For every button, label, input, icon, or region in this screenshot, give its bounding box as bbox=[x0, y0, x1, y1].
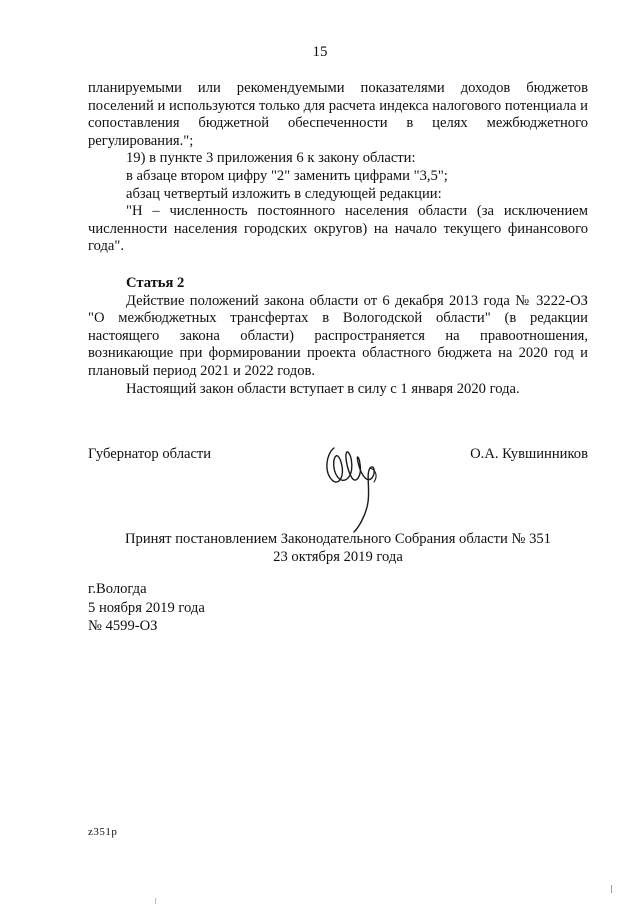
place-date-number bbox=[88, 580, 205, 636]
law-text bbox=[88, 80, 588, 398]
paragraph-item-19-para4: абзац четвертый изложить в следующей редакции: bbox=[126, 185, 442, 202]
handwritten-signature-icon bbox=[320, 428, 390, 538]
signing-date: 5 ноября 2019 года bbox=[88, 599, 205, 616]
page-number: 15 bbox=[312, 44, 328, 60]
signature-block bbox=[88, 442, 588, 522]
paragraph-continuation: планируемыми или рекомендуемыми показателями доходов бюджетов поселений и используются только для расчета индекса налогового потенциала и сопоставления бюджетной обеспеченности в целях межбюджетного регулирования."; bbox=[88, 80, 588, 149]
signatory-role: Губернатор области bbox=[88, 446, 212, 462]
article-2-title: Статья 2 bbox=[126, 274, 185, 291]
adoption-note bbox=[88, 530, 588, 566]
place-city: г.Вологда bbox=[88, 581, 147, 597]
paragraph-item-19-para2: в абзаце втором цифру "2" заменить цифрами "3,5"; bbox=[126, 167, 448, 184]
article-2-paragraph-2: Настоящий закон области вступает в силу с 1 января 2020 года. bbox=[126, 380, 520, 397]
margin-mark bbox=[611, 885, 612, 893]
signatory-name: О.А. Кувшинников bbox=[470, 446, 588, 462]
bottom-mark bbox=[155, 898, 156, 904]
paragraph-item-19: 19) в пункте 3 приложения 6 к закону области: bbox=[126, 150, 416, 167]
document-code: z351р bbox=[88, 826, 118, 838]
adoption-line-2: 23 октября 2019 года bbox=[273, 549, 403, 565]
paragraph-item-19-quote: "Н – численность постоянного населения области (за исключением численности населения городских округов) на начало текущего финансового года". bbox=[88, 203, 588, 255]
adoption-line-1: Принят постановлением Законодательного Собрания области № 351 bbox=[125, 531, 551, 547]
law-number: № 4599-ОЗ bbox=[88, 618, 158, 634]
article-2-paragraph-1: Действие положений закона области от 6 декабря 2013 года № 3222-ОЗ "О межбюджетных трансфертах в Вологодской области" (в редакции настоящего закона области) распространяется на правоотношения, возникающие при формировании проекта областного бюджета на 2020 год и плановый период 2021 и 2022 годов. bbox=[88, 292, 588, 379]
